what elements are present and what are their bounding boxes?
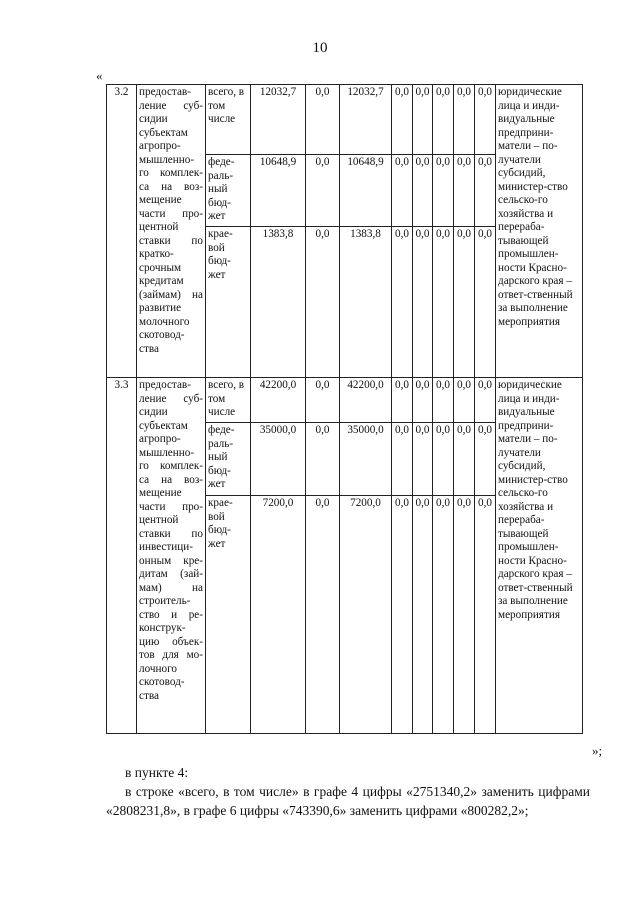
funding-source: крае-вой бюд-жет [206,496,251,734]
value-cell: 0,0 [454,155,475,227]
table-row [107,378,583,423]
closing-quote: »; [592,743,603,758]
value-cell: 0,0 [433,85,454,155]
value-cell: 0,0 [306,423,340,496]
value-cell: 0,0 [392,378,413,423]
value-cell: 0,0 [392,155,413,227]
value-cell: 7200,0 [251,496,306,734]
value-cell: 0,0 [433,227,454,378]
funding-source: феде-раль-ный бюд-жет [206,423,251,496]
value-cell: 35000,0 [251,423,306,496]
value-cell: 0,0 [306,85,340,155]
page-number: 10 [312,40,328,56]
value-cell: 0,0 [454,227,475,378]
value-cell: 42200,0 [340,378,392,423]
responsible-executor: юридические лица и инди-видуальные предприни-матели – по-лучатели субсидий, министер-ство сельско-го хозяйства и перераба-тывающей промышлен-ности Красно-дарского края – ответ-ственный за выполнение мероприятия [496,85,583,378]
opening-quote: « [96,68,103,83]
value-cell: 0,0 [454,496,475,734]
funding-source: всего, в том числе [206,378,251,423]
responsible-executor: юридические лица и инди-видуальные предприни-матели – по-лучатели субсидий, министер-ство сельско-го хозяйства и перераба-тывающей промышлен-ности Красно-дарского края – ответ-ственный за выполнение мероприятия [496,378,583,734]
funding-source: крае-вой бюд-жет [206,227,251,378]
value-cell: 0,0 [475,378,496,423]
value-cell: 0,0 [475,227,496,378]
amendment-text: в строке «всего, в том числе» в графе 4 цифры «2751340,2» заменить цифрами «2808231,8», в графе 6 цифры «743390,6» заменить цифрами «800282,2»; [106,784,590,818]
value-cell: 1383,8 [340,227,392,378]
row-number: 3.3 [107,378,137,734]
value-cell: 12032,7 [251,85,306,155]
value-cell: 0,0 [306,155,340,227]
budget-table [106,84,583,734]
value-cell: 0,0 [306,378,340,423]
value-cell: 0,0 [392,227,413,378]
value-cell: 0,0 [433,423,454,496]
value-cell: 0,0 [413,423,433,496]
value-cell: 42200,0 [251,378,306,423]
value-cell: 0,0 [433,155,454,227]
value-cell: 0,0 [413,496,433,734]
amendment-heading: в пункте 4: [125,765,189,780]
measure-description: предостав-ление суб-сидии субъектам агропро-мышленно-го комплек-са на воз-мещение части про-центной ставки по кратко-срочным кредитам (займам) на развитие молочного скотовод-ства [137,85,206,378]
value-cell: 0,0 [433,378,454,423]
value-cell: 0,0 [392,85,413,155]
measure-description: предостав-ление суб-сидии субъектам агропро-мышленно-го комплек-са на воз-мещение части про-центной ставки по инвестици-онным кре-дитам (зай-мам) на строитель-ство и ре-конструк-цию объек-тов для мо-лочного скотовод-ства [137,378,206,734]
value-cell: 0,0 [306,496,340,734]
value-cell: 1383,8 [251,227,306,378]
value-cell: 0,0 [475,85,496,155]
value-cell: 0,0 [475,423,496,496]
value-cell: 0,0 [454,423,475,496]
row-number: 3.2 [107,85,137,378]
table-row [107,85,583,155]
value-cell: 0,0 [413,227,433,378]
value-cell: 0,0 [413,378,433,423]
value-cell: 0,0 [306,227,340,378]
value-cell: 0,0 [475,155,496,227]
value-cell: 0,0 [454,378,475,423]
value-cell: 0,0 [392,496,413,734]
value-cell: 0,0 [392,423,413,496]
funding-source: феде-раль-ный бюд-жет [206,155,251,227]
value-cell: 12032,7 [340,85,392,155]
value-cell: 7200,0 [340,496,392,734]
value-cell: 35000,0 [340,423,392,496]
value-cell: 0,0 [454,85,475,155]
funding-source: всего, в том числе [206,85,251,155]
value-cell: 0,0 [433,496,454,734]
value-cell: 0,0 [413,155,433,227]
value-cell: 0,0 [413,85,433,155]
value-cell: 10648,9 [340,155,392,227]
value-cell: 0,0 [475,496,496,734]
value-cell: 10648,9 [251,155,306,227]
